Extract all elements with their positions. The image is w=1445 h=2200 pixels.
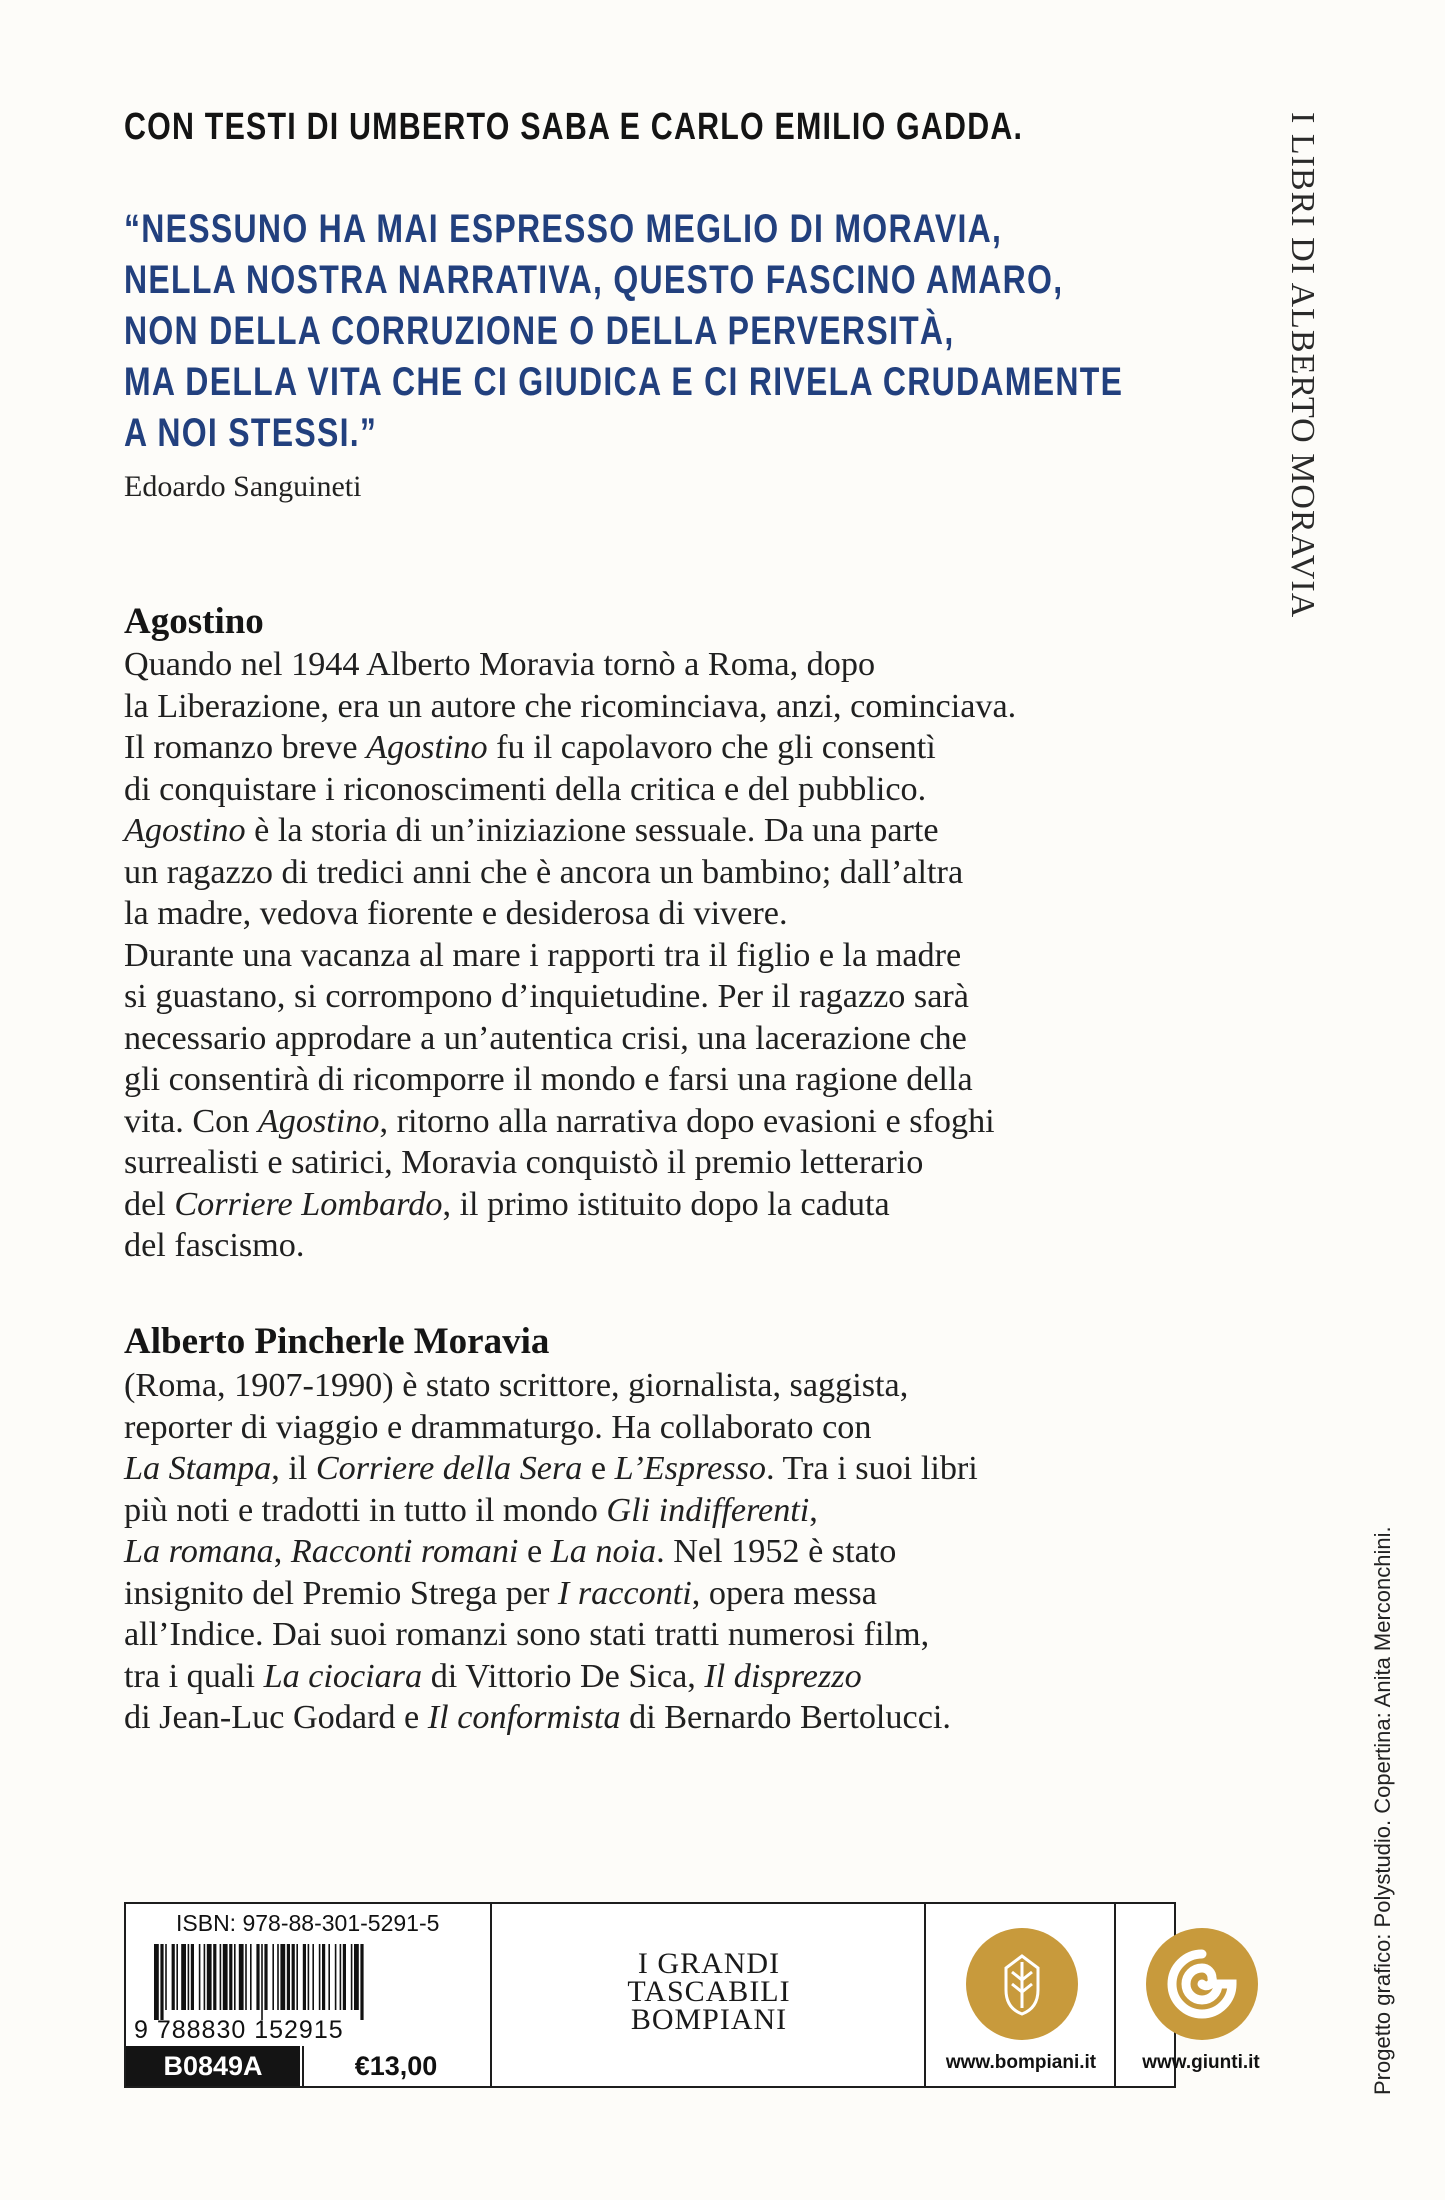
quote-line: “NESSUNO HA MAI ESPRESSO MEGLIO DI MORAVIA, [124,207,1003,251]
text-line [124,1407,1154,1449]
synopsis-title: Agostino [124,601,264,642]
barcode-bar [213,1944,216,2010]
design-credits: Progetto grafico: Polystudio. Copertina: Anita Merconchini. [1370,1526,1395,2095]
giunti-website: www.giunti.it [1142,2052,1260,2073]
text-run: si guastano, si corrompono d’inquietudine. Per il ragazzo sarà [124,978,969,1015]
text-run: , ritorno alla narrativa dopo evasioni e sfoghi [379,1102,995,1140]
text-run: di conquistare i riconoscimenti della critica e del pubblico. [124,770,927,808]
barcode-bar [261,1944,263,2020]
italic-title: La noia [550,1533,657,1570]
text-run: e [518,1533,551,1570]
text-run: , [273,1533,291,1570]
barcode-digits: 9 788830 152915 [134,2016,344,2044]
barcode-bar [245,1944,247,2010]
barcode-bar [191,1944,194,2010]
text-run: del [124,1185,175,1223]
barcode-bar [188,1944,190,2010]
quote-author: Edoardo Sanguineti [124,470,362,503]
barcode-bar [322,1944,325,2010]
series-name [492,1947,926,2036]
barcode-bar [199,1944,201,2010]
text-run: . Nel 1952 è stato [656,1533,897,1570]
bompiani-logo-icon [966,1928,1078,2040]
text-line [124,1059,1154,1101]
text-run: , [809,1491,818,1529]
barcode-bar [207,1944,212,2010]
text-line [124,1184,1154,1226]
text-run: la madre, vedova fiorente e desiderosa di vivere. [124,895,788,932]
italic-title: La romana [124,1533,274,1570]
barcode-bar [176,1944,178,2010]
series-name-line: I GRANDI [637,1947,781,1980]
series-name-line: TASCABILI [627,1975,791,2008]
barcode-bar [351,1944,353,2010]
barcode-bar [328,1944,330,2010]
barcode-bar [287,1944,290,2010]
text-run: insignito del Premio Strega per [124,1574,558,1612]
italic-title: L’Espresso [614,1450,766,1487]
italic-title: Agostino [366,729,488,766]
quote-line: NELLA NOSTRA NARRATIVA, QUESTO FASCINO AMARO, [124,258,1064,302]
barcode-bar [296,1944,298,2010]
barcode-bar [181,1944,186,2010]
text-run: surrealisti e satirici, Moravia conquistò il premio letterario [124,1144,924,1181]
text-line [124,686,1154,728]
text-run: e [582,1450,615,1487]
barcode-bar [335,1944,337,2010]
text-run: fu il capolavoro che gli consentì [487,729,936,766]
text-run: più noti e tradotti in tutto il mondo [124,1491,607,1529]
giunti-logo-icon [1146,1928,1258,2040]
text-line [124,976,1154,1018]
barcode-bar [154,1944,159,2020]
quote-line: NON DELLA CORRUZIONE O DELLA PERVERSITÀ, [124,309,955,353]
series-spine-title: I LIBRI DI ALBERTO MORAVIA [1284,112,1321,619]
barcode-bar [256,1944,259,2010]
text-run: , opera messa [691,1574,877,1612]
text-line [124,769,1154,811]
barcode-bar [354,1944,359,2010]
text-line [124,1225,1154,1267]
text-line [124,644,1154,686]
barcode-bar [343,1944,346,2010]
barcode-panel [126,1904,490,2086]
text-line [124,1656,1154,1698]
italic-title: Corriere della Sera [315,1450,583,1487]
isbn-label: ISBN: 978-88-301-5291-5 [176,1910,440,1936]
text-line [124,1018,1154,1060]
text-line [124,1573,1154,1615]
text-line [124,852,1154,894]
barcode-image [130,1944,486,2044]
text-run: necessario approdare a un’autentica crisi, una lacerazione che [124,1019,967,1057]
text-run: un ragazzo di tredici anni che è ancora un bambino; dall’altra [124,853,964,891]
barcode-bar [319,1944,321,2010]
barcode-bar [308,1944,310,2010]
cover-subtitle: CON TESTI DI UMBERTO SABA E CARLO EMILIO GADDA. [124,106,1024,148]
text-line [124,1531,1154,1573]
italic-title: Agostino [257,1102,380,1140]
text-line [124,1142,1154,1184]
barcode-bar [229,1944,232,2010]
text-line [124,1101,1154,1143]
text-run: tra i quali [124,1657,264,1695]
text-line [124,893,1154,935]
italic-title: Il disprezzo [704,1657,862,1695]
text-line [124,1448,1154,1490]
text-run: di Vittorio De Sica, [422,1657,705,1695]
author-title: Alberto Pincherle Moravia [124,1321,550,1362]
product-code: B0849A [126,2046,300,2086]
barcode-bar [250,1944,252,2010]
text-run: , il [271,1450,316,1487]
italic-title: La Stampa [124,1450,272,1487]
barcode-bar [272,1944,274,2010]
text-run: . Tra i suoi libri [765,1450,978,1487]
text-run: del fascismo. [124,1227,305,1264]
text-run: Quando nel 1944 Alberto Moravia tornò a Roma, dopo [124,646,876,683]
bompiani-website: www.bompiani.it [945,2052,1097,2073]
barcode-bar [303,1944,306,2010]
text-line [124,1490,1154,1532]
text-run: gli consentirà di ricomporre il mondo e farsi una ragione della [124,1061,973,1098]
barcode-bar [264,1944,267,2010]
text-run: (Roma, 1907-1990) è stato scrittore, giornalista, saggista, [124,1367,909,1404]
text-line [124,1365,1154,1407]
bompiani-panel [924,1904,1116,2086]
text-run: vita. Con [124,1102,258,1140]
series-name-line: BOMPIANI [630,2003,788,2036]
text-line [124,810,1154,852]
quote-line: A NOI STESSI.” [124,411,378,455]
italic-title: Racconti romani [290,1533,519,1570]
barcode-bar [160,1944,163,2020]
barcode-bar [239,1944,244,2010]
barcode-bar [277,1944,279,2010]
barcode-bar [280,1944,285,2010]
barcode-bar [165,1944,167,2010]
barcode-bar [312,1944,314,2010]
italic-title: Il conformista [427,1699,621,1736]
text-line [124,727,1154,769]
text-run: di Jean-Luc Godard e [124,1699,428,1736]
text-run: di Bernardo Bertolucci. [620,1699,951,1736]
text-run: è la storia di un’iniziazione sessuale. Da una parte [245,812,939,849]
barcode-bar [292,1944,295,2010]
giunti-panel [1114,1904,1286,2086]
price: €13,00 [302,2046,488,2086]
italic-title: Gli indifferenti [606,1491,810,1529]
text-run: Il romanzo breve [124,729,367,766]
code-price-row [126,2046,490,2086]
product-info-box [124,1902,1260,2088]
text-run: Durante una vacanza al mare i rapporti tra il figlio e la madre [124,936,962,974]
text-run: reporter di viaggio e drammaturgo. Ha collaborato con [124,1408,872,1446]
italic-title: I racconti [557,1574,692,1612]
quote-line: MA DELLA VITA CHE CI GIUDICA E CI RIVELA CRUDAMENTE [124,360,1124,404]
text-run: la Liberazione, era un autore che ricominciava, anzi, cominciava. [124,687,1017,725]
text-line [124,1614,1154,1656]
barcode-bar [204,1944,206,2010]
italic-title: La ciociara [263,1657,423,1695]
text-line [124,1697,1154,1739]
author-bio-text [124,1365,1154,1739]
review-quote [124,204,1123,459]
barcode-bar [223,1944,228,2010]
barcode-bar [360,1944,363,2020]
series-logo-panel [490,1904,926,2086]
text-run: all’Indice. Dai suoi romanzi sono stati tratti numerosi film, [124,1616,930,1653]
barcode-bar [340,1944,342,2010]
italic-title: Agostino [124,812,246,849]
barcode-bar [220,1944,222,2010]
barcode-bar [234,1944,236,2010]
synopsis-text [124,644,1154,1267]
text-run: , il primo istituito dopo la caduta [442,1185,890,1223]
text-line [124,935,1154,977]
barcode-bar [172,1944,175,2010]
italic-title: Corriere Lombardo [174,1185,443,1223]
